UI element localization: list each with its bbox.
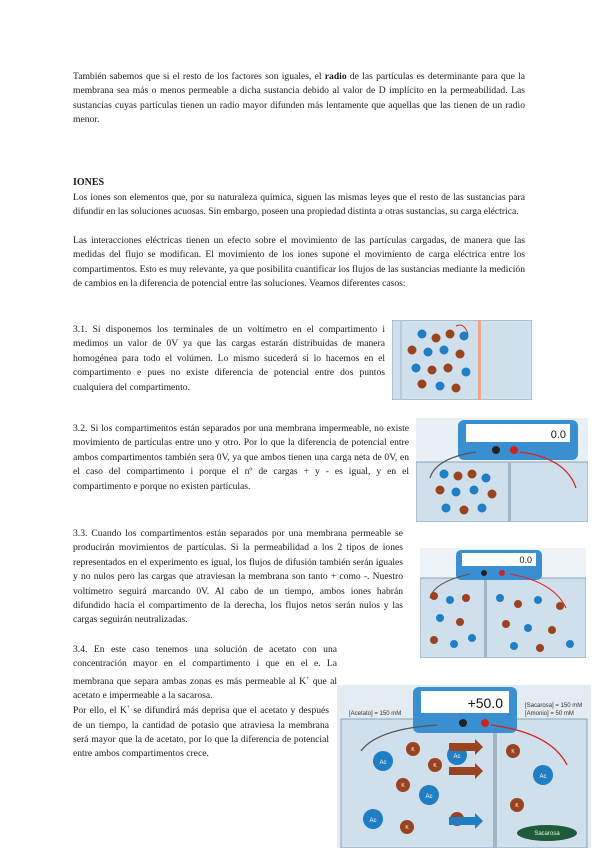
case-3-4-text-a: 3.4. En este caso tenemos una solución de acetato con una concentración mayor en el compartimento i que en el e. La membrana que separa ambas zonas es más permeable al K+ que al acetato e impermeable a la sacarosa.: [73, 644, 337, 702]
case-3-3-text: 3.3. Cuando los compartimentos están separados por una membrana permeable se producirán movimientos de partículas. Si la permeabilidad a los 2 tipos de iones representados en el experimento es igual, los flujos de difusión también serán iguales y no nulos pero las cargas que atraviesan la membrana son tanto + como -. Nuestro voltímetro seguirá marcando 0V. Al cabo de un tiempo, ambos iones habrán difundido hacia el compartimento de la derecha, los flujos netos serán nulos y las cargas seguirán neutralizadas.: [73, 528, 403, 626]
figure-3-2: [416, 418, 588, 522]
intro-paragraph: También sabemos que si el resto de los factores son iguales, el radio de las partículas es determinante para que la membrana sea más o menos permeable a dicha sustancia debido al valor de D implícito en la permeabilidad. Las sustancias cuyas partículas tienen un radio mayor difunden más lentamente que aquellas que las tienen de un radio menor.: [73, 71, 526, 126]
svg-text:Ac: Ac: [453, 754, 461, 760]
figure-3-4: [337, 685, 591, 848]
svg-text:Ac: Ac: [539, 774, 547, 780]
membrane: [508, 462, 511, 522]
svg-text:Ac: Ac: [379, 760, 387, 766]
svg-text:K: K: [511, 749, 515, 755]
svg-text:K: K: [433, 763, 437, 769]
figure-3-1: [392, 320, 532, 400]
left-wall: [400, 320, 402, 400]
membrane: [484, 578, 487, 658]
svg-text:K: K: [411, 747, 415, 753]
compartment-panel: [420, 578, 586, 658]
svg-text:K: K: [515, 803, 519, 809]
voltmeter-reading: +50.0: [467, 695, 503, 711]
sucrose-button-label: Sacarosa: [534, 831, 560, 837]
ammonium-label: [Amonio] = 50 mM: [525, 711, 574, 717]
iones-heading: IONES: [73, 177, 105, 188]
svg-text:Ac: Ac: [369, 818, 377, 824]
svg-text:K: K: [401, 783, 405, 789]
membrane: [478, 320, 481, 400]
svg-text:K: K: [405, 825, 409, 831]
case-3-2-text: 3.2. Si los compartimentos están separados por una membrana impermeable, no existe movimiento de partículas entre uno y otro. Por lo que la diferencia de potencial entre ambos compartimentos también sera 0V, ya que ambos tienen una carga neta de 0V, en el caso del compartimento i porque el nº de cargas + y - es igual, y en el compartimento e porque no existen partículas.: [73, 423, 409, 492]
iones-paragraph-1: Los iones son elementos que, por su naturaleza química, siguen las mismas leyes que el resto de las sustancias para difundir en las soluciones acuosas. Sin embargo, poseen una propiedad distinta a otras sustancias, su carga eléctrica.: [73, 192, 525, 218]
case-3-1-text: 3.1. Si disponemos los terminales de un voltímetro en el compartimento i medimos un valor de 0V ya que las cargas estarán distribuidas de manera homogénea para todo el volúmen. Lo mismo sucederá si lo hacemos en el compartimento e pues no existe diferencia de potencial entre dos puntos cualquiera del compartimento.: [73, 324, 385, 393]
acetate-label: [Acetato] = 150 mM: [349, 711, 402, 717]
sucrose-label: [Sacarosa] = 150 mM: [525, 703, 583, 709]
membrane: [493, 719, 497, 848]
svg-text:Ac: Ac: [425, 794, 433, 800]
voltmeter-reading: 0.0: [519, 555, 532, 565]
case-3-4-text-b: Por ello, el K+ se difundirá más deprisa que el acetato y después de un tiempo, la cantidad de potasio que atraviesa la membrana será mayor que la de acetato, por lo que la diferencia de potencial entre ambos compartimentos crece.: [73, 705, 329, 760]
iones-paragraph-2: Las interacciones eléctricas tienen un efecto sobre el movimiento de las partículas cargadas, de manera que las medidas del flujo se modifican. El movimiento de los iones supone el movimiento de carga eléctrica entre los compartimentos. Esto es muy relevante, ya que posibilita cuantificar los flujos de las sustancias mediante la medición de cambios en la diferencia de potencial entre las soluciones. Veamos diferentes casos:: [73, 235, 525, 290]
figure-3-3: [420, 548, 586, 658]
voltmeter-reading: 0.0: [550, 429, 566, 441]
